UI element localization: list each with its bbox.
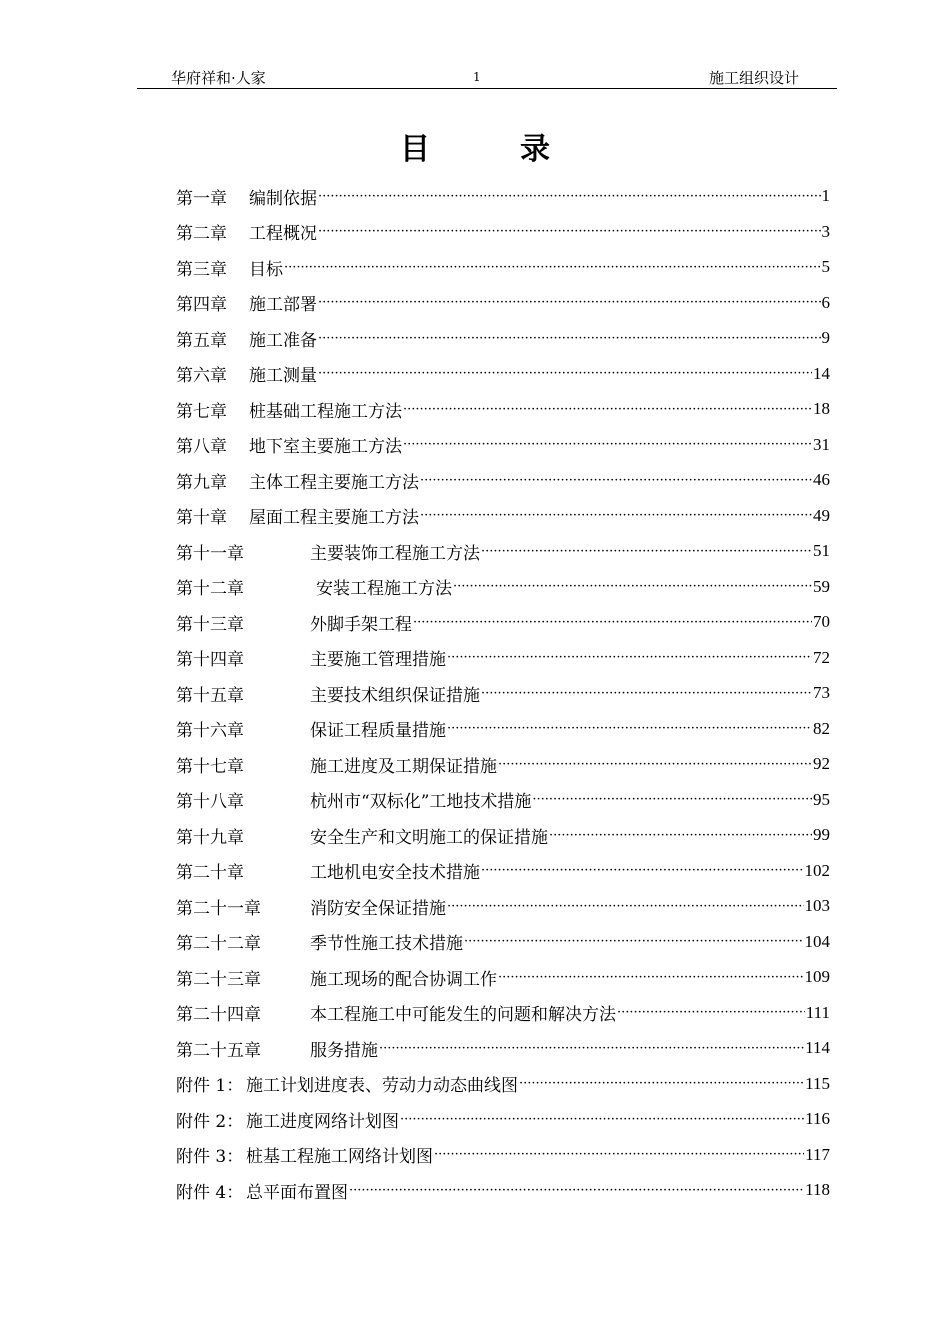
toc-chapter: 附件 2： bbox=[176, 1111, 244, 1132]
toc-entry[interactable] bbox=[176, 285, 830, 321]
toc-page-number: 111 bbox=[805, 1002, 830, 1022]
toc-chapter: 第七章 bbox=[176, 401, 227, 422]
toc-leader-dots bbox=[434, 1146, 804, 1163]
toc-leader-dots bbox=[453, 578, 812, 595]
toc-page-number: 102 bbox=[804, 860, 830, 880]
toc-entry[interactable] bbox=[176, 1066, 830, 1102]
toc-entry[interactable] bbox=[176, 391, 830, 427]
toc-leader-dots bbox=[318, 188, 821, 205]
toc-chapter: 附件 3： bbox=[176, 1147, 244, 1167]
toc-page-number: 95 bbox=[813, 789, 830, 809]
toc-chapter: 第十二章 bbox=[176, 579, 244, 599]
toc-chapter: 第二十四章 bbox=[176, 1005, 261, 1025]
toc-page-number: 73 bbox=[813, 683, 830, 702]
toc-leader-dots bbox=[379, 1040, 804, 1057]
toc-title: 桩基工程施工网络计划图 bbox=[246, 1147, 433, 1167]
toc-entry[interactable] bbox=[176, 1172, 830, 1208]
toc-page-number: 117 bbox=[805, 1144, 830, 1164]
toc-entry[interactable] bbox=[176, 533, 830, 569]
toc-entry[interactable] bbox=[176, 782, 830, 818]
toc-leader-dots bbox=[447, 898, 804, 915]
toc-leader-dots bbox=[447, 649, 812, 666]
toc-entry[interactable] bbox=[176, 214, 830, 250]
toc-title: 服务措施 bbox=[310, 1040, 378, 1061]
toc-title: 本工程施工中可能发生的问题和解决方法 bbox=[310, 1005, 616, 1025]
toc-title: 屋面工程主要施工方法 bbox=[249, 508, 419, 528]
toc-chapter: 附件 1： bbox=[176, 1076, 244, 1096]
toc-chapter: 第十六章 bbox=[176, 721, 244, 741]
toc-leader-dots bbox=[498, 969, 804, 986]
toc-entry[interactable] bbox=[176, 1101, 830, 1137]
header-document-type: 施工组织设计 bbox=[708, 69, 799, 87]
toc-page-number: 6 bbox=[821, 292, 830, 312]
toc-page-number: 1 bbox=[821, 186, 830, 205]
toc-chapter: 第一章 bbox=[176, 188, 227, 209]
toc-entry[interactable] bbox=[176, 711, 830, 747]
toc-leader-dots bbox=[403, 436, 812, 453]
toc-chapter: 第二十章 bbox=[176, 863, 244, 883]
toc-title: 施工计划进度表、劳动力动态曲线图 bbox=[246, 1076, 518, 1096]
toc-entry[interactable] bbox=[176, 569, 830, 605]
toc-title: 工地机电安全技术措施 bbox=[310, 863, 480, 883]
toc-title: 主要技术组织保证措施 bbox=[310, 685, 480, 706]
toc-leader-dots bbox=[413, 614, 812, 631]
toc-page-number: 9 bbox=[821, 328, 830, 347]
toc-entry[interactable] bbox=[176, 427, 830, 463]
toc-title: 安装工程施工方法 bbox=[316, 579, 452, 599]
toc-leader-dots bbox=[447, 720, 812, 737]
toc-chapter: 第八章 bbox=[176, 437, 227, 457]
toc-page-number: 70 bbox=[813, 612, 830, 631]
toc-chapter: 第十七章 bbox=[176, 756, 244, 777]
toc-title: 地下室主要施工方法 bbox=[249, 437, 402, 457]
toc-leader-dots bbox=[498, 756, 812, 773]
toc-title: 施工现场的配合协调工作 bbox=[310, 969, 497, 990]
header-project-name: 华府祥和·人家 bbox=[171, 69, 266, 87]
toc-leader-dots bbox=[481, 862, 804, 879]
toc-title: 编制依据 bbox=[249, 188, 317, 209]
toc-chapter: 第三章 bbox=[176, 259, 227, 280]
toc-entry[interactable] bbox=[176, 924, 830, 960]
toc-page-number: 109 bbox=[804, 967, 830, 986]
toc-page-number: 115 bbox=[805, 1073, 830, 1093]
toc-entry[interactable] bbox=[176, 995, 830, 1031]
toc-title: 季节性施工技术措施 bbox=[310, 934, 463, 954]
toc-chapter: 第十五章 bbox=[176, 685, 244, 706]
toc-page-number: 31 bbox=[813, 434, 830, 454]
toc-chapter: 第十一章 bbox=[176, 543, 244, 564]
toc-entry[interactable] bbox=[176, 888, 830, 924]
toc-leader-dots bbox=[318, 365, 812, 382]
toc-title: 外脚手架工程 bbox=[310, 614, 412, 635]
toc-leader-dots bbox=[532, 791, 812, 808]
toc-leader-dots bbox=[318, 223, 821, 240]
toc-title: 主要施工管理措施 bbox=[310, 650, 446, 670]
toc-entry[interactable] bbox=[176, 675, 830, 711]
title-char-1: 目 bbox=[400, 132, 430, 167]
toc-chapter: 第十三章 bbox=[176, 614, 244, 635]
toc-entry[interactable] bbox=[176, 817, 830, 853]
toc-title: 保证工程质量措施 bbox=[310, 721, 446, 741]
toc-leader-dots bbox=[481, 685, 812, 702]
toc-leader-dots bbox=[318, 294, 821, 311]
toc-leader-dots bbox=[318, 330, 821, 347]
toc-leader-dots bbox=[400, 1111, 804, 1128]
toc-entry[interactable] bbox=[176, 746, 830, 782]
toc-entry[interactable] bbox=[176, 959, 830, 995]
header-page-number: 1 bbox=[473, 70, 481, 84]
toc-page-number: 104 bbox=[804, 931, 830, 951]
toc-entry[interactable] bbox=[176, 853, 830, 889]
toc-page-number: 3 bbox=[821, 221, 830, 241]
toc-page-number: 46 bbox=[813, 470, 830, 489]
toc-leader-dots bbox=[617, 1004, 805, 1021]
toc-entry[interactable] bbox=[176, 356, 830, 392]
toc-entry[interactable] bbox=[176, 1137, 830, 1173]
toc-chapter: 第十章 bbox=[176, 508, 227, 528]
page-title bbox=[0, 124, 950, 168]
toc-page-number: 103 bbox=[804, 896, 830, 915]
toc-entry[interactable] bbox=[176, 498, 830, 534]
toc-page-number: 92 bbox=[813, 754, 830, 773]
toc-title: 安全生产和文明施工的保证措施 bbox=[310, 827, 548, 848]
toc-entry[interactable] bbox=[176, 462, 830, 498]
toc-page-number: 118 bbox=[805, 1180, 830, 1199]
toc-chapter: 第十八章 bbox=[176, 792, 244, 812]
toc-title: 目标 bbox=[249, 259, 283, 280]
toc-entry[interactable] bbox=[176, 249, 830, 285]
toc-title: 工程概况 bbox=[249, 224, 317, 244]
toc-page-number: 114 bbox=[805, 1038, 830, 1057]
toc-title: 总平面布置图 bbox=[246, 1182, 348, 1203]
toc-page-number: 59 bbox=[813, 576, 830, 596]
toc-leader-dots bbox=[403, 401, 812, 418]
toc-title: 施工测量 bbox=[249, 366, 317, 386]
toc-page-number: 18 bbox=[813, 399, 830, 418]
toc-title: 主体工程主要施工方法 bbox=[249, 472, 419, 493]
toc-page-number: 72 bbox=[813, 647, 830, 667]
toc-entry[interactable] bbox=[176, 1030, 830, 1066]
toc-chapter: 第六章 bbox=[176, 366, 227, 386]
toc-chapter: 第九章 bbox=[176, 472, 227, 493]
toc-page-number: 116 bbox=[805, 1109, 830, 1128]
toc-chapter: 第二章 bbox=[176, 224, 227, 244]
toc-title: 施工部署 bbox=[249, 295, 317, 315]
toc-leader-dots bbox=[519, 1075, 804, 1092]
toc-title: 施工进度网络计划图 bbox=[246, 1111, 399, 1132]
toc-chapter: 第二十三章 bbox=[176, 969, 261, 990]
toc-chapter: 第二十二章 bbox=[176, 934, 261, 954]
title-char-2: 录 bbox=[520, 132, 550, 167]
toc-entry[interactable] bbox=[176, 604, 830, 640]
toc-chapter: 第十四章 bbox=[176, 650, 244, 670]
toc-leader-dots bbox=[349, 1182, 804, 1199]
toc-page-number: 51 bbox=[813, 541, 830, 560]
toc-page-number: 5 bbox=[821, 257, 830, 276]
toc-leader-dots bbox=[420, 507, 812, 524]
toc-chapter: 第二十五章 bbox=[176, 1040, 261, 1061]
toc-chapter: 第五章 bbox=[176, 330, 227, 351]
toc-leader-dots bbox=[549, 827, 812, 844]
page-header bbox=[137, 64, 837, 89]
toc-title: 施工进度及工期保证措施 bbox=[310, 756, 497, 777]
toc-title: 杭州市“双标化”工地技术措施 bbox=[310, 792, 532, 812]
toc-entry[interactable] bbox=[176, 178, 830, 214]
toc-leader-dots bbox=[464, 933, 804, 950]
toc-chapter: 第十九章 bbox=[176, 827, 244, 848]
toc-title: 消防安全保证措施 bbox=[310, 898, 446, 919]
toc-page-number: 14 bbox=[813, 363, 830, 383]
toc-leader-dots bbox=[481, 543, 812, 560]
toc-page-number: 82 bbox=[813, 718, 830, 738]
toc-title: 施工准备 bbox=[249, 330, 317, 351]
toc-page-number: 99 bbox=[813, 825, 830, 844]
toc-entry[interactable] bbox=[176, 640, 830, 676]
toc-chapter: 附件 4： bbox=[176, 1182, 244, 1203]
toc-page-number: 49 bbox=[813, 505, 830, 525]
toc-leader-dots bbox=[284, 259, 821, 276]
toc-leader-dots bbox=[420, 472, 812, 489]
toc-chapter: 第二十一章 bbox=[176, 898, 261, 919]
toc-title: 桩基础工程施工方法 bbox=[249, 401, 402, 422]
toc-entry[interactable] bbox=[176, 320, 830, 356]
toc-title: 主要装饰工程施工方法 bbox=[310, 543, 480, 564]
toc-chapter: 第四章 bbox=[176, 295, 227, 315]
